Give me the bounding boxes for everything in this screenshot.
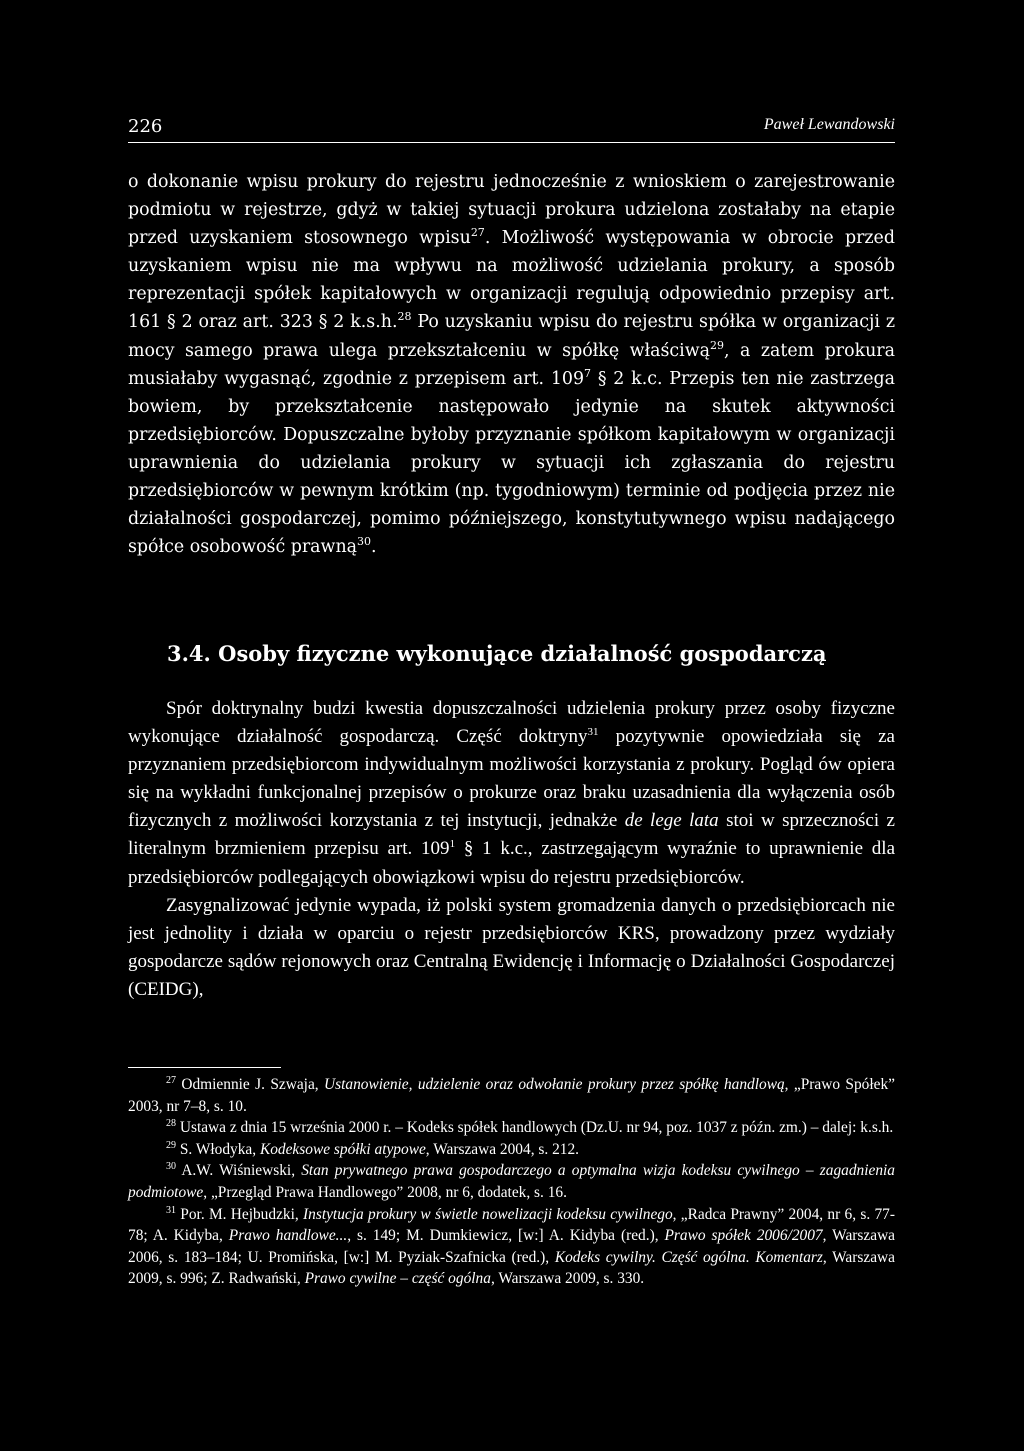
footnote-divider: [128, 1067, 281, 1068]
text-span: pozytywnie opowiedziała się za przyznaniem przedsiębiorcom indywidualnym możliwości korzystania z prokury. Pogląd ów opiera się na wykładni funkcjonalnej przepisów o prokurze oraz braku uzasadnienia dla wyłączenia osób fizycznych z możliwości korzystania z tej instytucji, jednakże: [128, 726, 895, 832]
footnote-ref-27[interactable]: 27: [470, 226, 485, 240]
body-text: [128, 168, 895, 561]
italic-title: Prawo spółek 2006/2007: [664, 1227, 823, 1245]
footnotes: [128, 1074, 895, 1290]
italic-phrase: de lege lata: [624, 810, 719, 832]
text-span: § 2 k.c. Przepis ten nie zastrzega bowiem, by przekształcenie następowało jedynie na skutek aktywności przedsiębiorców. Dopuszczalne byłoby przyznanie spółkom kapitałowym w organizacji uprawnienia do udzielania prokury w sytuacji ich zgłaszania do rejestru przedsiębiorców w pewnym krótkim (np. tygodniowym) terminie od podjęcia przez nie działalności gospodarczej, pomimo późniejszego, konstytutywnego wpisu nadającego spółce osobowość prawną: [128, 368, 895, 558]
text-span: .: [371, 537, 377, 558]
text-span: Spór doktrynalny budzi kwestia dopuszczalności udzielenia prokury przez osoby fizyczne wykonujące działalność gospodarczą. Część doktryny: [128, 698, 895, 748]
footnote-ref-29[interactable]: 29: [710, 338, 724, 352]
footnote-ref-30[interactable]: 30: [357, 535, 372, 549]
footnote-ref-28[interactable]: 28: [397, 310, 412, 324]
paragraph-2: [128, 695, 895, 892]
text-span: . Możliwość występowania w obrocie przed uzyskaniem wpisu nie ma wpływu na możliwość udzielania prokury, a sposób reprezentacji spółek kapitałowych w organizacji regulują odpowiednio przepisy art. 161 § 2 oraz art. 323 § 2 k.s.h.: [128, 228, 895, 333]
text-span: Por. M. Hejbudzki,: [176, 1205, 304, 1223]
italic-title: Kodeks cywilny. Część ogólna. Komentarz: [554, 1248, 823, 1266]
footnote-number: 27: [166, 1075, 176, 1086]
footnote-number: 29: [166, 1139, 176, 1151]
text-span: A.W. Wiśniewski,: [176, 1162, 302, 1180]
text-span: stoi w sprzeczności z literalnym brzmieniem przepisu art. 109: [128, 810, 895, 860]
footnote-number: 28: [166, 1118, 176, 1130]
italic-title: Prawo cywilne – część ogólna: [304, 1270, 491, 1288]
footnote-27: [128, 1074, 895, 1117]
footnote-29: [128, 1139, 895, 1161]
text-span: , „Prawo Spółek” 2003, nr 7–8, s. 10.: [128, 1076, 895, 1115]
paragraph-3: Zasygnalizować jedynie wypada, iż polski system gromadzenia danych o przedsiębiorcach nie jest jednolity i działa w oparciu o rejestr przedsiębiorców KRS, prowadzony przez wydziały gospodarcze sądów rejonowych oraz Centralną Ewidencję i Informację o Działalności Gospodarczej (CEIDG),: [128, 894, 895, 1000]
text-span: , s. 149; M. Dumkiewicz, [w:] A. Kidyba (red.),: [347, 1227, 665, 1245]
text-span: , „Przegląd Prawa Handlowego” 2008, nr 6, dodatek, s. 16.: [203, 1183, 567, 1201]
footnote-28: [128, 1117, 895, 1139]
italic-title: Stan prywatnego prawa gospodarczego a optymalna wizja kodeksu cywilnego – zagadnienia podmiotowe: [128, 1162, 895, 1201]
section-heading: 3.4. Osoby fizyczne wykonujące działalność gospodarczą: [167, 641, 827, 666]
text-span: , Warszawa 2009, s. 330.: [490, 1270, 645, 1288]
italic-title: Kodeksowe spółki atypowe: [259, 1140, 426, 1158]
page-number: 226: [128, 116, 163, 137]
italic-title: Prawo handlowe...: [228, 1227, 348, 1245]
article-superscript: 1: [449, 838, 456, 851]
text-span: Ustawa z dnia 15 września 2000 r. – Kodeks spółek handlowych (Dz.U. nr 94, poz. 1037 z późn. zm.) – dalej: k.s.h.: [176, 1119, 894, 1137]
text-span: o dokonanie wpisu prokury do rejestru jednocześnie z wnioskiem o zarejestrowanie podmiotu w rejestrze, gdyż w takiej sytuacji prokura udzielona zostałaby na etapie przed uzyskaniem stosownego wpisu: [128, 172, 895, 249]
footnote-30: [128, 1160, 895, 1203]
text-span: S. Włodyka,: [176, 1140, 260, 1158]
footnote-ref-31[interactable]: 31: [587, 726, 599, 739]
article-superscript: 7: [584, 366, 592, 380]
footnote-31: [128, 1204, 895, 1290]
paragraph-1: [128, 168, 895, 561]
footnote-number: 31: [166, 1204, 176, 1216]
text-span: , a zatem prokura musiałaby wygasnąć, zgodnie z przepisem art. 109: [128, 340, 895, 389]
text-span: Po uzyskaniu wpisu do rejestru spółka w organizacji z mocy samego prawa ulega przekształceniu w spółkę właściwą: [128, 312, 895, 361]
italic-title: Instytucja prokury w świetle nowelizacji kodeksu cywilnego: [303, 1205, 673, 1223]
text-span: , Warszawa 2006, s. 183–184; U. Promińska, [w:] M. Pyziak-Szafnicka (red.),: [128, 1227, 896, 1266]
footnote-number: 30: [166, 1161, 176, 1173]
italic-title: Ustanowienie, udzielenie oraz odwołanie prokury przez spółkę handlową: [324, 1076, 785, 1093]
text-span: , „Radca Prawny” 2004, nr 6, s. 77-78; A. Kidyba,: [128, 1205, 896, 1245]
running-title-author: Paweł Lewandowski: [763, 116, 895, 133]
section-text: [128, 695, 895, 1004]
text-span: § 1 k.c., zastrzegającym wyraźnie to uprawnienie dla przedsiębiorców podlegających obowiązkowi wpisu do rejestru przedsiębiorców.: [128, 838, 896, 888]
text-span: Odmiennie J. Szwaja,: [176, 1076, 324, 1093]
text-span: , Warszawa 2009, s. 996; Z. Radwański,: [128, 1248, 895, 1288]
text-span: , Warszawa 2004, s. 212.: [425, 1140, 580, 1158]
page-header: [128, 116, 895, 143]
